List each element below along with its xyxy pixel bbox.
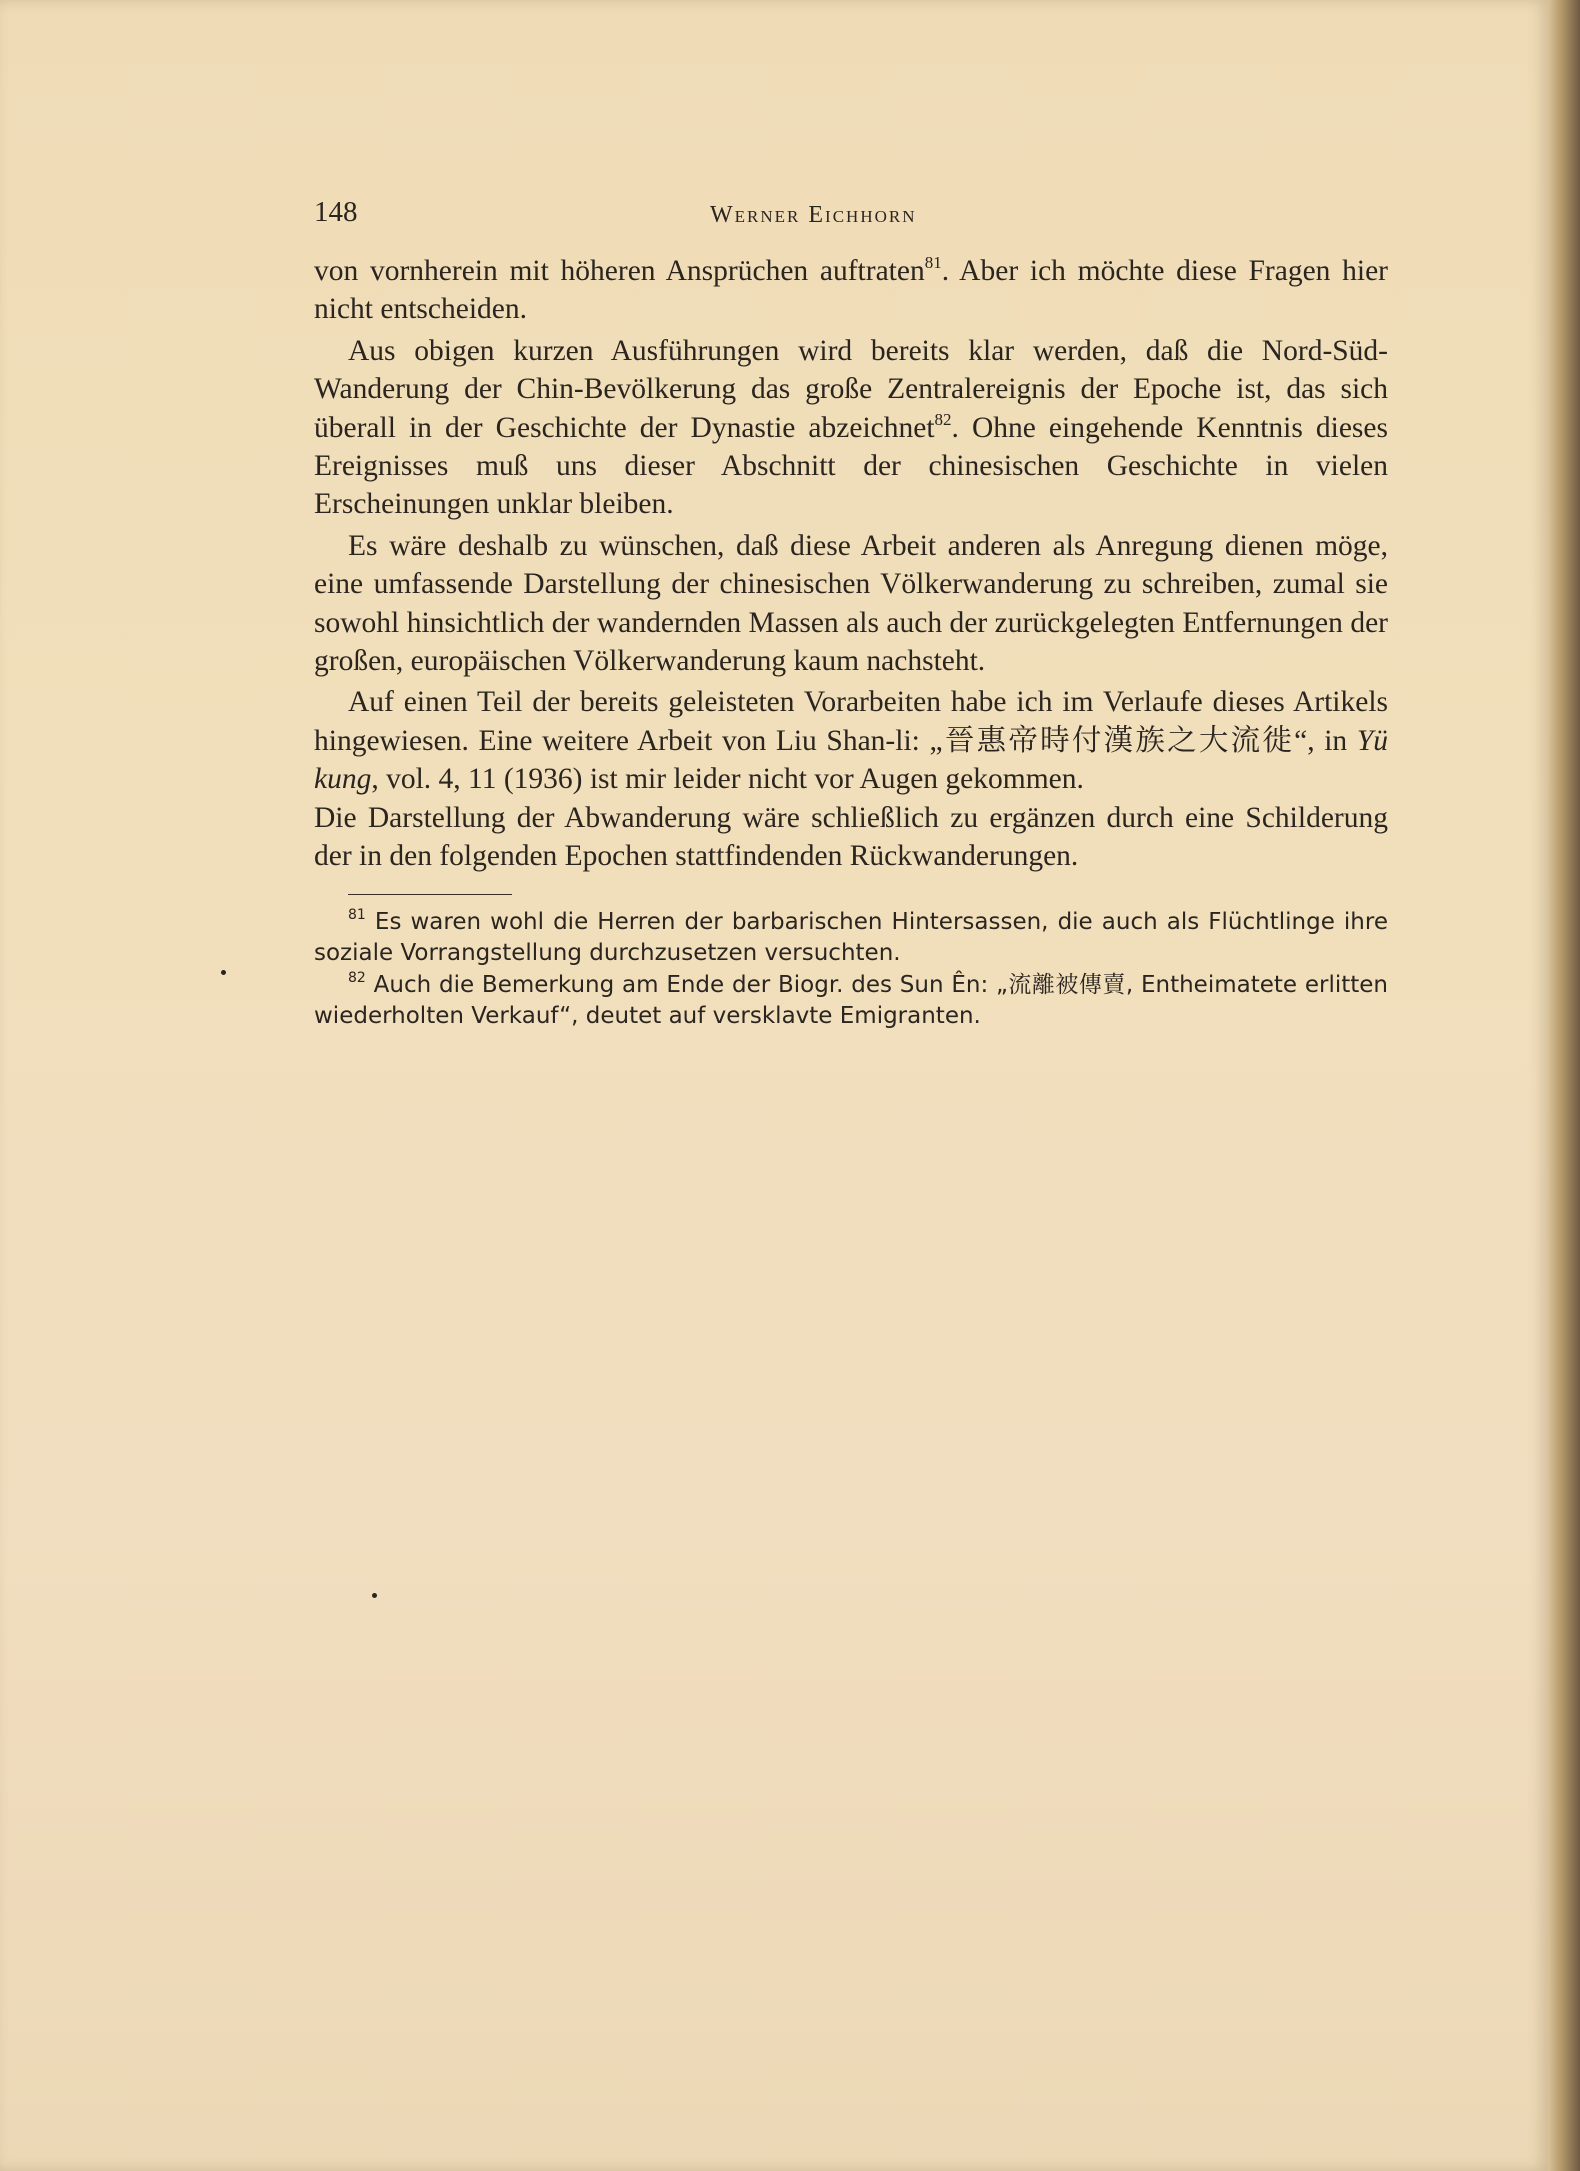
ink-speck bbox=[372, 1593, 377, 1598]
ink-speck bbox=[221, 970, 226, 975]
body-text bbox=[314, 252, 1388, 876]
paragraph-4 bbox=[314, 683, 1388, 798]
footnote-81-text: Es waren wohl die Herren der barbarischen Hintersassen, die auch als Flüchtlinge ihre soziale Vorrangstellung durchzusetzen versuchten. bbox=[314, 908, 1388, 966]
text-block bbox=[314, 196, 1388, 1033]
page-number: 148 bbox=[314, 196, 358, 228]
footnote-82 bbox=[314, 970, 1388, 1033]
footnote-number-82: 82 bbox=[348, 969, 366, 986]
footnote-rule bbox=[348, 894, 512, 895]
journal-title: Yü kung bbox=[314, 724, 1388, 796]
running-head: Werner Eichhorn bbox=[710, 202, 917, 228]
footnote-81 bbox=[314, 907, 1388, 970]
footnote-ref-82: 82 bbox=[934, 409, 952, 429]
paragraph-2-text-a: Aus obigen kurzen Ausführungen wird bereits klar werden, daß die Nord-Süd-Wanderung der Chin-Bevölkerung das große Zentralereignis der Epoche ist, das sich überall in der Geschichte der Dynastie abzeichnet bbox=[314, 334, 1388, 444]
paragraph-4-text-a: Auf einen Teil der bereits geleisteten Vorarbeiten habe ich im Verlaufe dieses Artikels hingewiesen. Eine weitere Arbeit von Liu Shan-li: „晉惠帝時付漢族之大流徙“, in bbox=[314, 686, 1388, 757]
paragraph-1-text-b: . Aber ich möchte diese Fragen hier nicht entscheiden. bbox=[314, 255, 1389, 326]
paragraph-2-text-b: . Ohne eingehende Kenntnis dieses Ereignisses muß uns dieser Abschnitt der chinesischen Geschichte in vielen Erscheinungen unklar bleiben. bbox=[314, 411, 1388, 521]
paragraph-1-text-a: von vornherein mit höheren Ansprüchen auftraten bbox=[314, 255, 925, 287]
footnote-number-81: 81 bbox=[348, 906, 366, 923]
paragraph-3: Es wäre deshalb zu wünschen, daß diese Arbeit anderen als Anregung dienen möge, eine umfassende Darstellung der chinesischen Völkerwanderung zu schreiben, zumal sie sowohl hinsichtlich der wandernden Massen als auch der zurückgelegten Entfernungen der großen, europäischen Völkerwanderung kaum nachsteht. bbox=[314, 529, 1388, 678]
paragraph-5: Die Darstellung der Abwanderung wäre schließlich zu ergänzen durch eine Schilderung der in den folgenden Epochen stattfindenden Rückwanderungen. bbox=[314, 801, 1388, 873]
paragraph-2 bbox=[314, 332, 1388, 524]
page-header bbox=[314, 196, 1388, 244]
footnote-ref-81: 81 bbox=[924, 253, 942, 272]
paragraph-1 bbox=[314, 252, 1388, 329]
footnote-82-text: Auch die Bemerkung am Ende der Biogr. des Sun Ên: „流離被傳賣, Entheimatete erlitten wiederholten Verkauf“, deutet auf versklavte Emigranten. bbox=[314, 971, 1389, 1029]
page-edge bbox=[1548, 0, 1580, 2171]
footnotes bbox=[314, 907, 1388, 1033]
paragraph-4-text-b: , vol. 4, 11 (1936) ist mir leider nicht vor Augen gekommen. bbox=[371, 763, 1084, 796]
